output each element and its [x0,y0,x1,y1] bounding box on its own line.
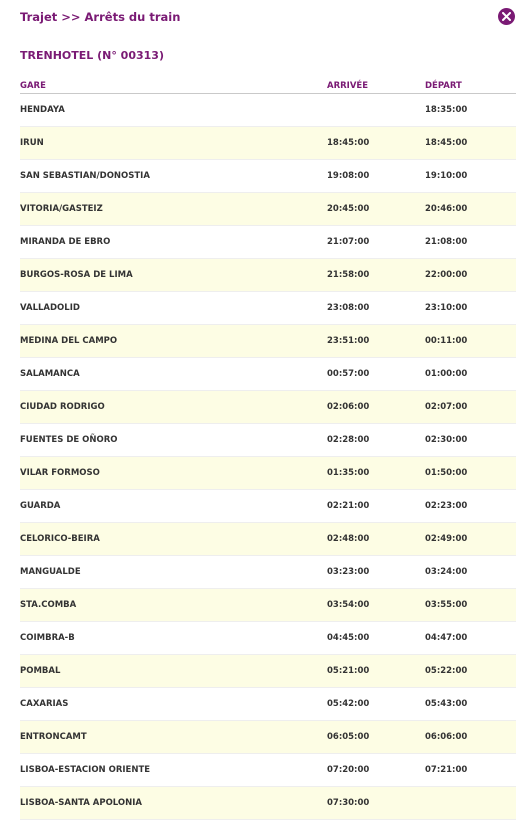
arrival-time: 21:07:00 [327,237,370,247]
close-icon [502,12,511,21]
arrival-time: 23:51:00 [327,336,370,346]
arrival-time: 02:28:00 [327,435,370,445]
departure-time: 05:43:00 [425,699,468,709]
table-row [20,787,516,820]
station-name: MEDINA DEL CAMPO [20,336,118,346]
table-row [20,556,516,589]
station-name: MIRANDA DE EBRO [20,237,111,247]
departure-time: 07:21:00 [425,765,468,775]
column-header-departure: DÉPART [425,81,462,91]
station-name: GUARDA [20,501,61,511]
departure-time: 06:06:00 [425,732,468,742]
arrival-time: 05:42:00 [327,699,370,709]
table-row [20,193,516,226]
departure-time: 21:08:00 [425,237,468,247]
station-name: BURGOS-ROSA DE LIMA [20,270,133,280]
table-row [20,424,516,457]
departure-time: 03:24:00 [425,567,468,577]
departure-time: 02:23:00 [425,501,468,511]
arrival-time: 02:21:00 [327,501,370,511]
stops-table [20,79,516,820]
table-row [20,391,516,424]
column-header-station: GARE [20,81,46,91]
breadcrumb: Trajet >> Arrêts du train [20,10,181,24]
station-name: FUENTES DE OÑORO [20,435,118,445]
departure-time: 22:00:00 [425,270,468,280]
station-name: SALAMANCA [20,369,80,379]
arrival-time: 21:58:00 [327,270,370,280]
table-row [20,490,516,523]
table-row [20,259,516,292]
departure-time: 05:22:00 [425,666,468,676]
departure-time: 18:35:00 [425,105,468,115]
station-name: CAXARIAS [20,699,69,709]
departure-time: 02:07:00 [425,402,468,412]
arrival-time: 06:05:00 [327,732,370,742]
table-row [20,655,516,688]
departure-time: 19:10:00 [425,171,468,181]
arrival-time: 18:45:00 [327,138,370,148]
station-name: LISBOA-ESTACION ORIENTE [20,765,151,775]
station-name: VITORIA/GASTEIZ [20,204,103,214]
table-row [20,226,516,259]
table-row [20,292,516,325]
table-row [20,94,516,127]
station-name: ENTRONCAMT [20,732,87,742]
table-row [20,160,516,193]
table-body [20,94,516,820]
station-name: SAN SEBASTIAN/DONOSTIA [20,171,150,181]
departure-time: 01:50:00 [425,468,468,478]
departure-time: 18:45:00 [425,138,468,148]
arrival-time: 01:35:00 [327,468,370,478]
arrival-time: 07:20:00 [327,765,370,775]
station-name: POMBAL [20,666,61,676]
arrival-time: 07:30:00 [327,798,370,808]
close-button[interactable] [498,8,515,25]
arrival-time: 00:57:00 [327,369,370,379]
arrival-time: 05:21:00 [327,666,370,676]
station-name: CELORICO-BEIRA [20,534,100,544]
arrival-time: 23:08:00 [327,303,370,313]
table-row [20,589,516,622]
arrival-time: 02:48:00 [327,534,370,544]
departure-time: 20:46:00 [425,204,468,214]
table-row [20,325,516,358]
station-name: STA.COMBA [20,600,77,610]
table-row [20,688,516,721]
departure-time: 23:10:00 [425,303,468,313]
station-name: LISBOA-SANTA APOLONIA [20,798,143,808]
arrival-time: 20:45:00 [327,204,370,214]
arrival-time: 19:08:00 [327,171,370,181]
panel-header [20,9,516,25]
arrival-time: 03:54:00 [327,600,370,610]
arrival-time: 04:45:00 [327,633,370,643]
table-header [20,79,516,94]
table-row [20,622,516,655]
column-header-arrival: ARRIVÉE [327,81,369,91]
station-name: CIUDAD RODRIGO [20,402,105,412]
departure-time: 03:55:00 [425,600,468,610]
arrival-time: 02:06:00 [327,402,370,412]
train-title: TRENHOTEL (N° 00313) [20,49,164,62]
departure-time: 01:00:00 [425,369,468,379]
station-name: VALLADOLID [20,303,80,313]
table-row [20,358,516,391]
station-name: HENDAYA [20,105,65,115]
departure-time: 02:49:00 [425,534,468,544]
table-row [20,523,516,556]
table-row [20,127,516,160]
station-name: IRUN [20,138,44,148]
departure-time: 04:47:00 [425,633,468,643]
table-row [20,457,516,490]
departure-time: 02:30:00 [425,435,468,445]
station-name: COIMBRA-B [20,633,75,643]
table-row [20,754,516,787]
departure-time: 00:11:00 [425,336,468,346]
station-name: MANGUALDE [20,567,81,577]
station-name: VILAR FORMOSO [20,468,100,478]
arrival-time: 03:23:00 [327,567,370,577]
table-row [20,721,516,754]
